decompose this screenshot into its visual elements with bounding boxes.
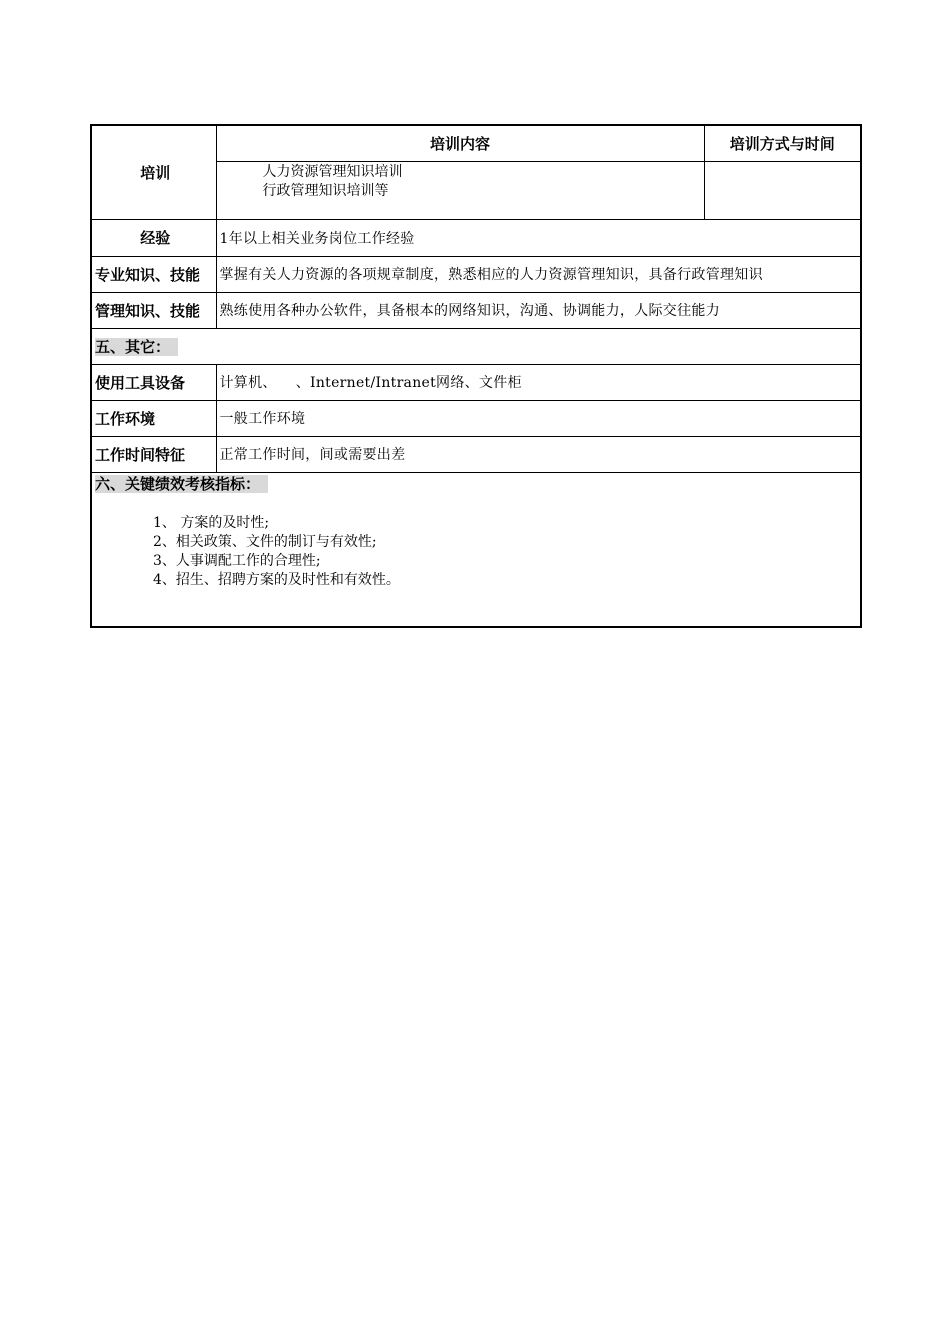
training-item: 行政管理知识培训等 [262,182,389,199]
management-skills-label: 管理知识、技能 [91,292,216,328]
tools-label: 使用工具设备 [91,364,216,400]
training-content-header: 培训内容 [216,125,704,161]
job-description-sheet [90,124,860,628]
section-other-title-cell [91,328,861,364]
environment-label: 工作环境 [91,400,216,436]
job-requirements-table [90,124,862,628]
section-other-title: 五、其它： [95,338,178,356]
work-time-row [91,436,861,472]
experience-label: 经验 [91,219,216,256]
kpi-cell [91,472,861,627]
environment-value: 一般工作环境 [216,400,861,436]
work-time-label: 工作时间特征 [91,436,216,472]
kpi-row [91,472,861,627]
kpi-title: 六、关键绩效考核指标： [95,475,268,493]
professional-skills-value: 掌握有关人力资源的各项规章制度，熟悉相应的人力资源管理知识，具备行政管理知识 [216,256,861,292]
training-item: 人力资源管理知识培训 [262,163,403,180]
training-method-cell [704,161,861,219]
experience-row [91,219,861,256]
section-other-row [91,328,861,364]
training-header-row [91,125,861,161]
experience-value: 1年以上相关业务岗位工作经验 [216,219,861,256]
tools-row [91,364,861,400]
kpi-item: 2、相关政策、文件的制订与有效性; [153,533,377,550]
kpi-item: 4、招生、招聘方案的及时性和有效性。 [153,571,400,588]
management-skills-value: 熟练使用各种办公软件，具备根本的网络知识，沟通、协调能力，人际交往能力 [216,292,861,328]
kpi-item: 1、 方案的及时性; [153,514,270,531]
management-skills-row [91,292,861,328]
training-content-cell [216,161,704,219]
training-items [217,162,704,201]
training-label: 培训 [91,125,216,219]
kpi-item: 3、人事调配工作的合理性; [153,552,321,569]
training-method-header: 培训方式与时间 [704,125,861,161]
professional-skills-row [91,256,861,292]
work-time-value: 正常工作时间，间或需要出差 [216,436,861,472]
environment-row [91,400,861,436]
professional-skills-label: 专业知识、技能 [91,256,216,292]
kpi-title-line [95,473,860,495]
kpi-list [153,514,860,590]
tools-value: 计算机、 、Internet/Intranet网络、文件柜 [216,364,861,400]
